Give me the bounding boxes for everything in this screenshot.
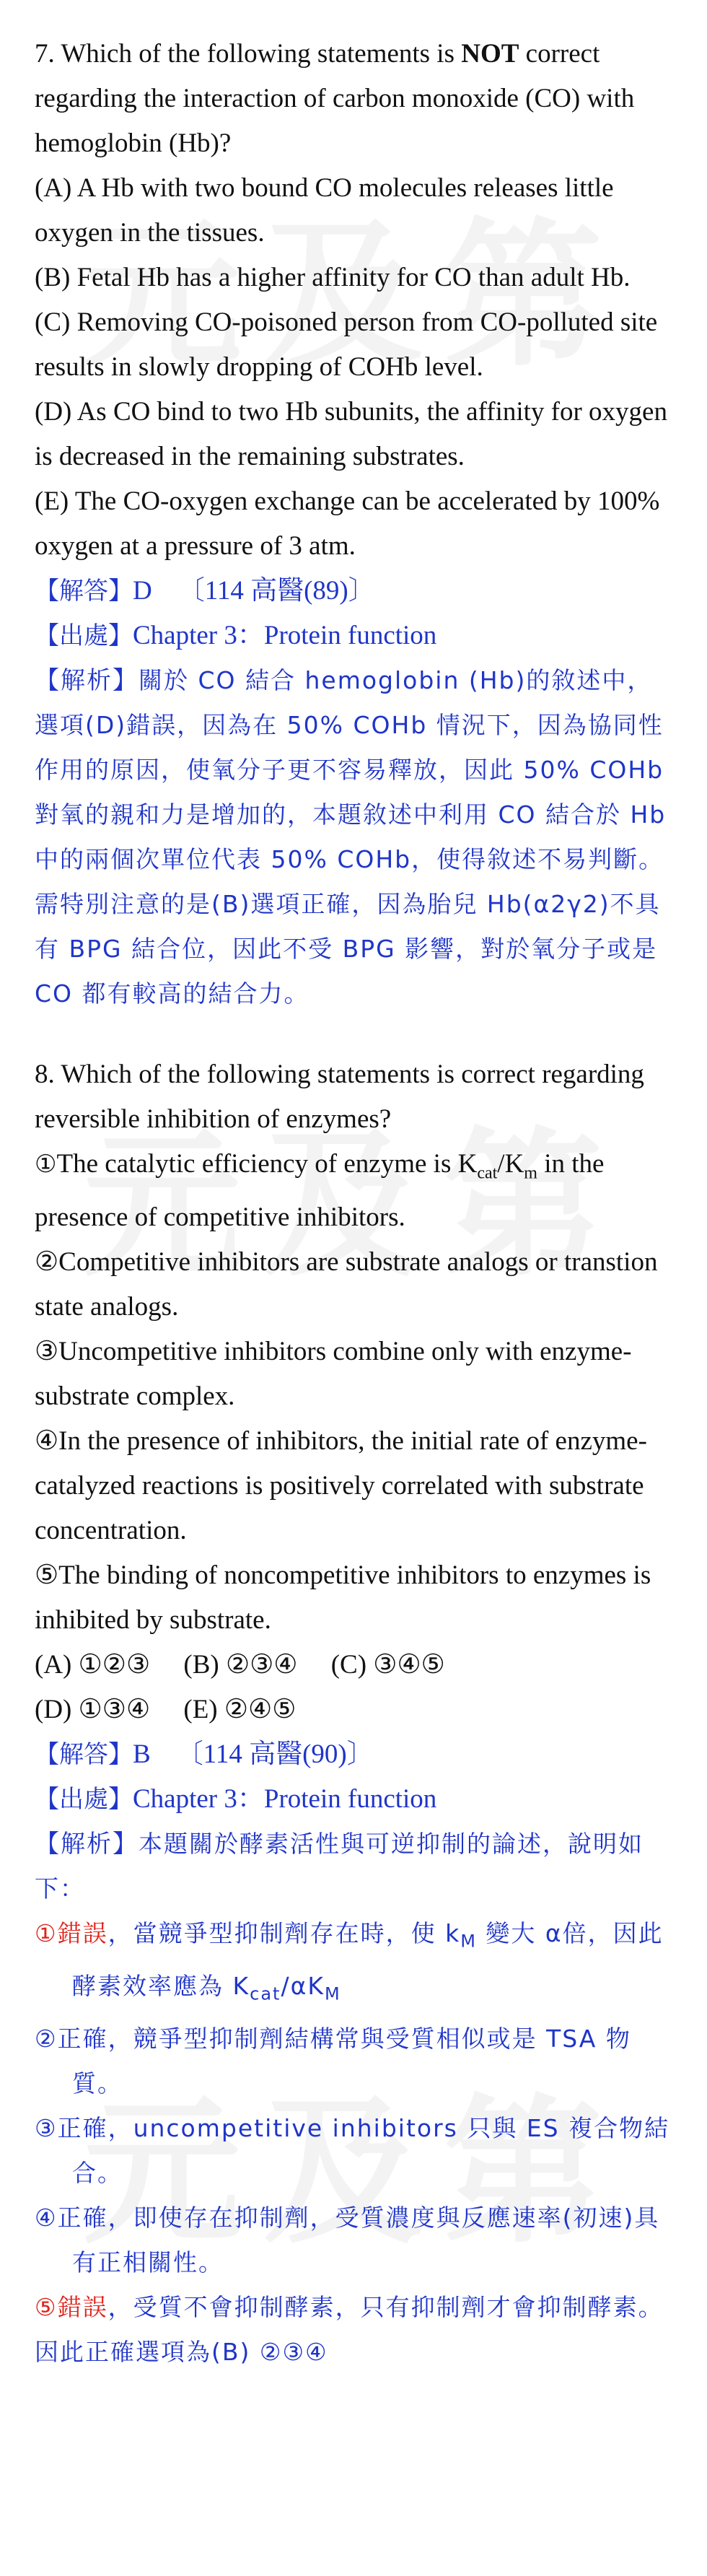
q7-explanation-note: 需特別注意的是(B)選項正確，因為胎兒 Hb(α2γ2)不具有 BPG 結合位，因此不受 BPG 影響，對於氧分子或是 CO 都有較高的結合力。 xyxy=(35,890,661,1008)
q7-option-a: (A) A Hb with two bound CO molecules releases little oxygen in the tissues. xyxy=(35,173,614,248)
q8-explanation-item-2: ②正確，競爭型抑制劑結構常與受質相似或是 TSA 物質。 xyxy=(35,2024,631,2097)
q7-option-b: (B) Fetal Hb has a higher affinity for CO than adult Hb. xyxy=(35,263,631,292)
q7-explanation: 【解析】關於 CO 結合 hemoglobin (Hb)的敘述中，選項(D)錯誤，因為在 50% COHb 情況下，因為協同性作用的原因，使氧分子更不容易釋放，因此 50% COHb 對氧的親和力是增加的，本題敘述中利用 CO 結合於 Hb 中的兩個次單位代表 50% COHb，使得敘述不易判斷。 xyxy=(35,666,667,873)
question-7 xyxy=(35,32,672,1016)
q8-conclusion: 因此正確選項為(B) ②③④ xyxy=(35,2337,328,2366)
q8-statement-3: ③Uncompetitive inhibitors combine only with enzyme-substrate complex. xyxy=(35,1337,632,1412)
q7-option-d: (D) As CO bind to two Hb subunits, the affinity for oxygen is decreased in the remaining substrates. xyxy=(35,397,667,471)
q7-stem: 7. Which of the following statements is NOT correct regarding the interaction of carbon monoxide (CO) with hemoglobin (Hb)? xyxy=(35,39,635,158)
q8-explanation-intro: 【解析】本題關於酵素活性與可逆抑制的論述，說明如下： xyxy=(35,1830,644,1903)
q8-stem: 8. Which of the following statements is correct regarding reversible inhibition of enzymes? xyxy=(35,1060,644,1134)
q8-statement-1: ①The catalytic efficiency of enzyme is $K_{cat}/K_m$ in the presence of competitive inhibitors. xyxy=(35,1149,605,1233)
q7-source: 【出處】Chapter 3：Protein function xyxy=(35,621,437,650)
q8-explanation-item-3: ③正確，uncompetitive inhibitors 只與 ES 複合物結合。 xyxy=(35,2113,670,2187)
q8-statement-2: ②Competitive inhibitors are substrate analogs or transtion state analogs. xyxy=(35,1247,658,1322)
q8-explanation-item-5: ⑤錯誤，受質不會抑制酵素，只有抑制劑才會抑制酵素。 xyxy=(35,2292,664,2321)
question-8 xyxy=(35,1052,672,2375)
q8-answer: 【解答】B 〔114 高醫(90)〕 xyxy=(35,1739,374,1770)
q7-answer: 【解答】D 〔114 高醫(89)〕 xyxy=(35,576,375,606)
q8-options-row-1: (A) ①②③ (B) ②③④ (C) ③④⑤ xyxy=(35,1650,445,1680)
q8-statement-5: ⑤The binding of noncompetitive inhibitors to enzymes is inhibited by substrate. xyxy=(35,1560,651,1636)
q8-explanation-item-4: ④正確，即使存在抑制劑，受質濃度與反應速率(初速)具有正相關性。 xyxy=(35,2203,660,2276)
q7-option-c: (C) Removing CO-poisoned person from CO-polluted site results in slowly dropping of COHb level. xyxy=(35,307,658,382)
q8-source: 【出處】Chapter 3：Protein function xyxy=(35,1784,437,1815)
q8-explanation-item-1: ①錯誤，當競爭型抑制劑存在時，使 $k_M$ 變大 α倍，因此酵素效率應為 $K_{cat}/\alpha K_M$ xyxy=(35,1919,664,2004)
q8-options-row-2: (D) ①③④ (E) ②④⑤ xyxy=(35,1695,297,1725)
q8-statement-4: ④In the presence of inhibitors, the initial rate of enzyme-catalyzed reactions is positively correlated with substrate concentration. xyxy=(35,1426,647,1546)
q7-option-e: (E) The CO-oxygen exchange can be accelerated by 100% oxygen at a pressure of 3 atm. xyxy=(35,486,660,561)
